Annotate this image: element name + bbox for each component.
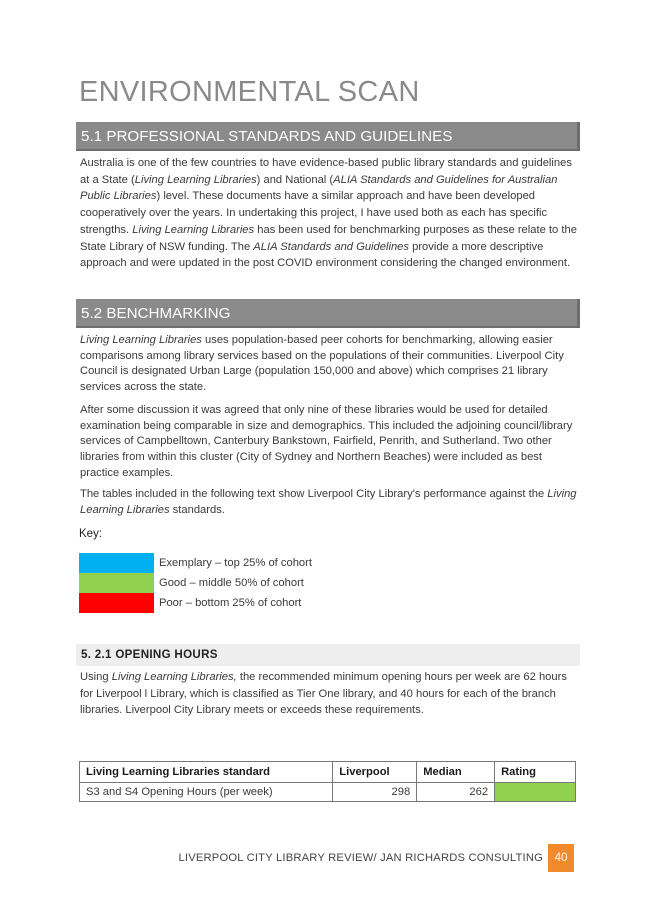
emphasis-text: Living Learning Libraries <box>80 334 202 346</box>
column-header-text: Rating <box>501 766 536 778</box>
text-run: ) level. These documents have a similar approach and have been developed cooperatively over the years. In undertaking this project, I have used both as each has specific strengths. <box>80 190 548 236</box>
text-run: Using <box>80 671 112 683</box>
standards-table <box>79 761 576 802</box>
subsection-heading-opening-hours: 5. 2.1 OPENING HOURS <box>76 644 580 666</box>
footer-text: LIVERPOOL CITY LIBRARY REVIEW/ JAN RICHARDS CONSULTING <box>178 852 543 864</box>
key-label: Key: <box>79 528 103 540</box>
opening-hours-paragraph <box>80 669 580 719</box>
column-header-text: Living Learning Libraries standard <box>86 766 271 778</box>
emphasis-text: Living Learning Libraries, <box>111 671 237 683</box>
text-run: has been used for benchmarking purposes as these relate to the State Library of NSW funding. The <box>80 223 577 253</box>
key-swatch-exemplary <box>79 553 154 573</box>
key-swatch-good <box>79 573 154 593</box>
page-number: 40 <box>548 844 574 872</box>
emphasis-text: ALIA Standards and Guidelines for Australian Public Libraries <box>80 173 558 203</box>
column-header-text: Liverpool <box>339 766 390 778</box>
section-heading-benchmarking: 5.2 BENCHMARKING <box>76 299 580 328</box>
emphasis-text: Living Learning Libraries <box>80 488 577 516</box>
text-run: Australia is one of the few countries to have evidence-based public library standards and guidelines at a State ( <box>80 157 572 186</box>
emphasis-text: Living Learning Libraries <box>132 223 255 236</box>
column-header-text: Median <box>423 766 462 778</box>
text-run: ) and National ( <box>256 173 334 186</box>
key-label-poor: Poor – bottom 25% of cohort <box>159 597 302 609</box>
section-heading-standards: 5.1 PROFESSIONAL STANDARDS AND GUIDELINES <box>76 122 580 151</box>
emphasis-text: Living Learning Libraries <box>134 173 257 186</box>
benchmarking-paragraph-2: After some discussion it was agreed that only nine of these libraries would be used for detailed examination being comparable in size and demographics. This included the adjoining council/library services of Campbelltown, Canterbury Bankstown, Fairfield, Penrith, and Sutherland. Two other libraries from within this cluster (City of Sydney and Northern Beaches) were included as best practice examples. <box>80 404 573 479</box>
table-cell-liverpool: 298 <box>333 783 417 802</box>
text-run: the recommended minimum opening hours per week are 62 hours for Liverpool l Library, which is classified as Tier One library, and 40 hours for each of the branch libraries. Liverpool City Library meets or exceeds these requirements. <box>80 671 567 717</box>
key-swatch-poor <box>79 593 154 613</box>
key-label-good: Good – middle 50% of cohort <box>159 577 304 589</box>
standards-paragraph <box>80 155 580 272</box>
column-header <box>333 762 417 783</box>
table-header-row <box>80 762 576 783</box>
text-run: provide a more descriptive approach and were updated in the post COVID environment considering the changed environment. <box>80 240 571 270</box>
text-run: The tables included in the following text show Liverpool City Library's performance against the <box>80 488 548 500</box>
key-label-exemplary: Exemplary – top 25% of cohort <box>159 557 312 569</box>
column-header <box>495 762 576 783</box>
column-header <box>417 762 495 783</box>
table-cell-standard: S3 and S4 Opening Hours (per week) <box>80 783 333 802</box>
table-row <box>80 783 576 802</box>
page-title: ENVIRONMENTAL SCAN <box>79 76 420 108</box>
text-run: uses population-based peer cohorts for benchmarking, allowing easier comparisons among library services based on the populations of their communities. Liverpool City Council is designated Urban Large (population 150,000 and above) which comprises 21 library services across the state. <box>80 334 564 394</box>
column-header <box>80 762 333 783</box>
table-cell-median: 262 <box>417 783 495 802</box>
emphasis-text: ALIA Standards and Guidelines <box>253 240 409 253</box>
benchmarking-paragraph-1 <box>80 333 580 396</box>
table-cell-rating <box>495 783 576 802</box>
benchmarking-paragraph-3 <box>80 487 580 518</box>
text-run: standards. <box>169 503 225 516</box>
